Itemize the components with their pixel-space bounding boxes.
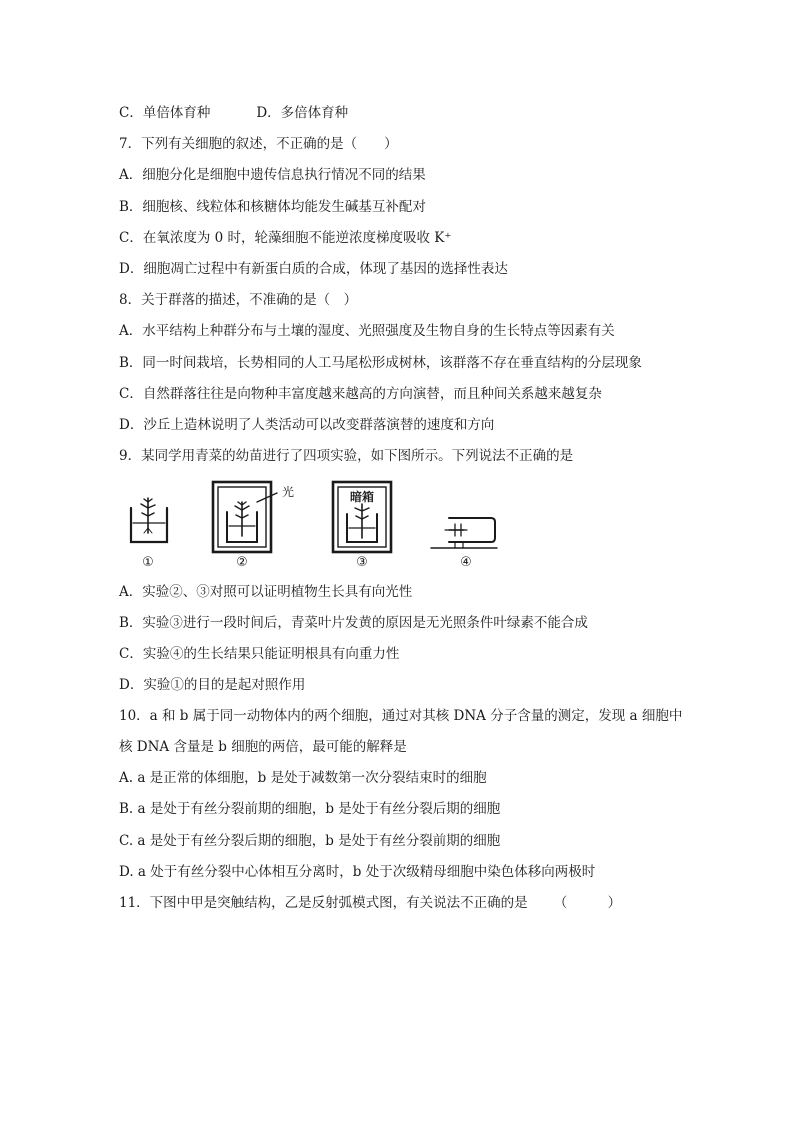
- panel-label-3: ③: [356, 555, 368, 570]
- question-stem: 7．下列有关细胞的叙述，不正确的是（ ）: [119, 136, 398, 152]
- option-line: C．在氧浓度为 0 时，轮藻细胞不能逆浓度梯度吸收 K⁺: [119, 230, 452, 246]
- option-line: B．同一时间栽培，长势相同的人工马尾松形成树林，该群落不存在垂直结构的分层现象: [119, 355, 642, 371]
- question-stem: 10．a 和 b 属于同一动物体内的两个细胞，通过对其核 DNA 分子含量的测定，发现 a 细胞中: [119, 708, 683, 724]
- panel-label-1: ①: [142, 555, 154, 570]
- option-line: C．自然群落往往是向物种丰富度越来越高的方向演替，而且种间关系越来越复杂: [119, 386, 602, 402]
- question-stem: 8．关于群落的描述，不准确的是（ ）: [119, 292, 358, 308]
- question-11-text: 11．下图中甲是突触结构，乙是反射弧模式图，有关说法不正确的是: [119, 895, 528, 911]
- panel-label-2: ②: [236, 555, 248, 570]
- panel-label-4: ④: [460, 555, 472, 570]
- dark-box-label: 暗箱: [349, 490, 375, 504]
- option-line: D．细胞凋亡过程中有新蛋白质的合成，体现了基因的选择性表达: [119, 261, 508, 277]
- seedling-experiment-figure: [119, 478, 519, 570]
- option-line: B．细胞核、线粒体和核糖体均能发生碱基互补配对: [119, 199, 426, 215]
- option-line: A. a 是正常的体细胞，b 是处于减数第一次分裂结束时的细胞: [119, 770, 487, 786]
- option-line: B. a 是处于有丝分裂前期的细胞，b 是处于有丝分裂后期的细胞: [119, 801, 501, 817]
- question-stem: 核 DNA 含量是 b 细胞的两倍，最可能的解释是: [119, 739, 407, 755]
- answer-paren: （ ）: [553, 895, 622, 911]
- option-line: D. a 处于有丝分裂中心体相互分离时，b 处于次级精母细胞中染色体移向两极时: [119, 864, 596, 880]
- option-text: D．多倍体育种: [256, 105, 349, 121]
- beaker-1: [131, 498, 167, 542]
- option-line: D．实验①的目的是起对照作用: [119, 677, 306, 693]
- option-line: D．沙丘上造林说明了人类活动可以改变群落演替的速度和方向: [119, 417, 495, 433]
- option-line: [119, 104, 348, 122]
- option-line: A．实验②、③对照可以证明植物生长具有向光性: [119, 584, 413, 600]
- option-line: A．水平结构上种群分布与土壤的湿度、光照强度及生物自身的生长特点等因素有关: [119, 323, 615, 339]
- tilted-beaker-4: [431, 518, 497, 548]
- box-2: [213, 482, 277, 552]
- light-label: 光: [282, 485, 295, 499]
- option-line: B．实验③进行一段时间后，青菜叶片发黄的原因是无光照条件叶绿素不能合成: [119, 615, 588, 631]
- question-stem: [119, 894, 621, 912]
- option-line: A．细胞分化是细胞中遗传信息执行情况不同的结果: [119, 167, 426, 183]
- question-stem: 9．某同学用青菜的幼苗进行了四项实验，如下图所示。下列说法不正确的是: [119, 448, 574, 464]
- option-line: C．实验④的生长结果只能证明根具有向重力性: [119, 646, 400, 662]
- option-line: C. a 是处于有丝分裂后期的细胞，b 是处于有丝分裂前期的细胞: [119, 833, 501, 849]
- option-text: C．单倍体育种: [119, 105, 211, 121]
